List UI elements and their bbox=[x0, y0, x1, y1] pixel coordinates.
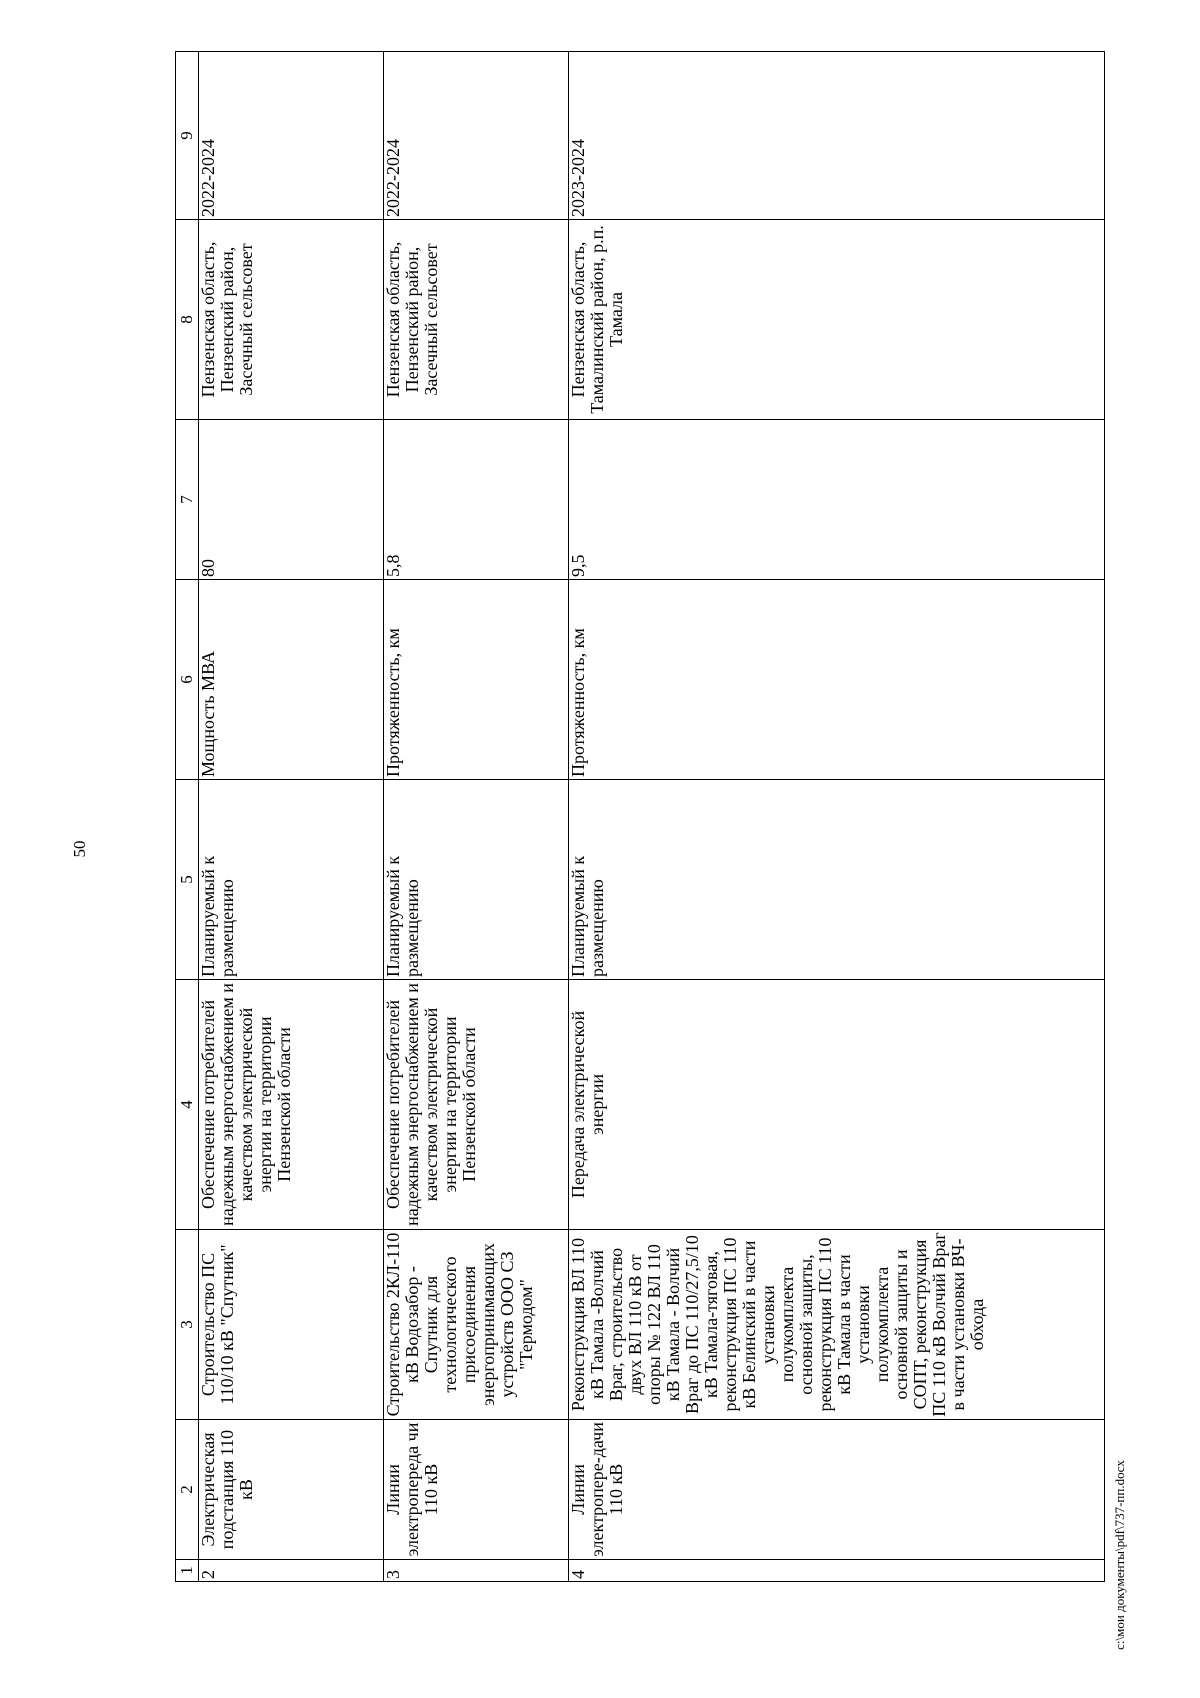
object-value: 9,5 bbox=[569, 420, 1105, 580]
object-type: Линии электропереда чи 110 кВ bbox=[384, 1420, 569, 1560]
object-purpose: Обеспечение потребителей надежным энергоснабжением и качеством электрической энергии на территории Пензенской области bbox=[384, 980, 569, 1230]
object-value: 80 bbox=[199, 420, 384, 580]
object-location: Пензенская область, Тамалинский район, р.п. Тамала bbox=[569, 220, 1105, 420]
row-number: 4 bbox=[569, 1560, 1105, 1582]
object-status: Планируемый к размещению bbox=[199, 780, 384, 980]
header-cell: 6 bbox=[176, 580, 199, 780]
header-cell: 9 bbox=[176, 52, 199, 220]
object-status: Планируемый к размещению bbox=[569, 780, 1105, 980]
footer-file-path: c:\мои документы\pdf\737-пп.docx bbox=[1112, 1460, 1127, 1650]
object-location: Пензенская область, Пензенский район, Засечный сельсовет bbox=[199, 220, 384, 420]
object-value: 5,8 bbox=[384, 420, 569, 580]
page-number: 50 bbox=[70, 840, 89, 858]
header-cell: 7 bbox=[176, 420, 199, 580]
object-period: 2023-2024 bbox=[569, 52, 1105, 220]
table-header-row bbox=[176, 52, 199, 1582]
object-name: Строительство ПС 110/10 кВ "Спутник" bbox=[199, 1230, 384, 1420]
object-characteristic: Протяженность, км bbox=[384, 580, 569, 780]
object-purpose: Обеспечение потребителей надежным энергоснабжением и качеством электрической энергии на территории Пензенской области bbox=[199, 980, 384, 1230]
object-type: Электрическая подстанция 110 кВ bbox=[199, 1420, 384, 1560]
object-location: Пензенская область, Пензенский район, Засечный сельсовет bbox=[384, 220, 569, 420]
header-cell: 5 bbox=[176, 780, 199, 980]
table-row bbox=[384, 52, 569, 1582]
header-cell: 4 bbox=[176, 980, 199, 1230]
object-period: 2022-2024 bbox=[384, 52, 569, 220]
table-row bbox=[199, 52, 384, 1582]
object-period: 2022-2024 bbox=[199, 52, 384, 220]
row-number: 2 bbox=[199, 1560, 384, 1582]
object-type: Линии электропере-дачи 110 кВ bbox=[569, 1420, 1105, 1560]
object-status: Планируемый к размещению bbox=[384, 780, 569, 980]
header-cell: 3 bbox=[176, 1230, 199, 1420]
objects-table bbox=[175, 51, 1105, 1582]
object-name: Реконструкция ВЛ 110 кВ Тамала -Волчий Враг, строительство двух ВЛ 110 кВ от опоры № 122 ВЛ 110 кВ Тамала - Волчий Враг до ПС 110/27,5/10 кВ Тамала-тяговая, реконструкция ПС 110 кВ Белинский в части установки полукомплекта основной защиты, реконструкция ПС 110 кВ Тамала в части установки полукомплекта основной защиты и СОПТ, реконструкция ПС 110 кВ Волчий Враг в части установки ВЧ-обхода bbox=[569, 1230, 1105, 1420]
header-cell: 2 bbox=[176, 1420, 199, 1560]
object-characteristic: Мощность МВА bbox=[199, 580, 384, 780]
rotated-table-container bbox=[175, 52, 1105, 1582]
row-number: 3 bbox=[384, 1560, 569, 1582]
object-purpose: Передача электрической энергии bbox=[569, 980, 1105, 1230]
table-row bbox=[569, 52, 1105, 1582]
header-cell: 8 bbox=[176, 220, 199, 420]
object-name: Строительство 2КЛ-110 кВ Водозабор - Спутник для технологического присоединения энергопринимающих устройств ООО СЗ "Термодом" bbox=[384, 1230, 569, 1420]
header-cell: 1 bbox=[176, 1560, 199, 1582]
object-characteristic: Протяженность, км bbox=[569, 580, 1105, 780]
